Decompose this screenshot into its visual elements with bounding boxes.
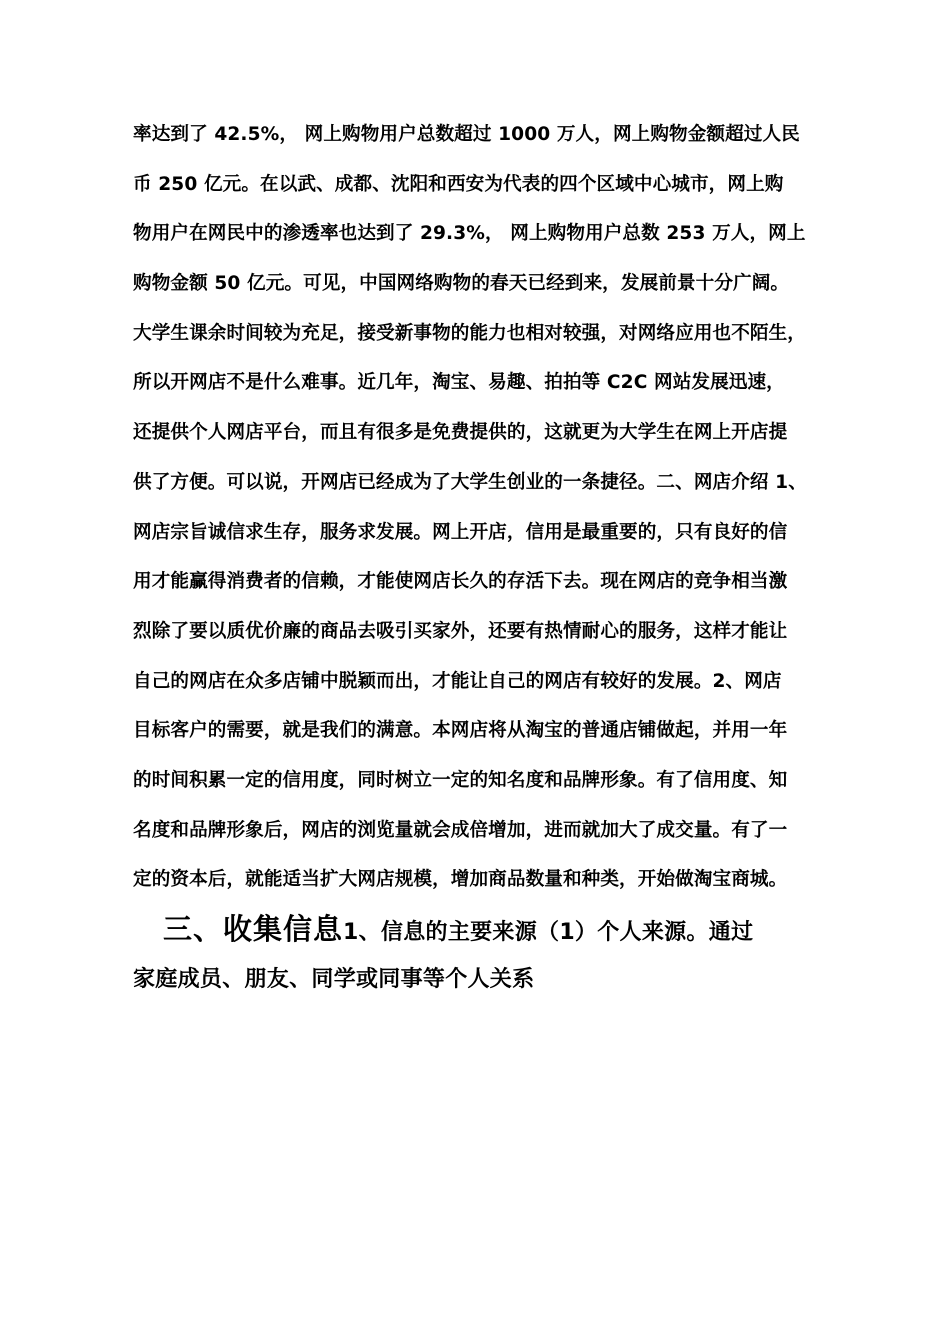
body-paragraph: [133, 117, 853, 912]
section-first-line-text: 1、信息的主要来源（1）个人来源。通过: [343, 920, 754, 945]
body-line: 物用户在网民中的渗透率也达到了 29.3%， 网上购物用户总数 253 万人，网上: [133, 223, 806, 245]
body-line: 大学生课余时间较为充足，接受新事物的能力也相对较强，对网络应用也不陌生，: [133, 322, 806, 344]
body-line: 定的资本后，就能适当扩大网店规模，增加商品数量和种类，开始做淘宝商城。: [133, 869, 788, 891]
section-heading: 三、收集信息: [163, 912, 344, 946]
body-line: 供了方便。可以说，开网店已经成为了大学生创业的一条捷径。二、网店介绍 1、: [133, 471, 807, 493]
body-line: 名度和品牌形象后，网店的浏览量就会成倍增加，进而就加大了成交量。有了一: [133, 819, 788, 841]
body-line: 烈除了要以质优价廉的商品去吸引买家外，还要有热情耐心的服务，这样才能让: [133, 620, 788, 642]
body-line: 所以开网店不是什么难事。近几年，淘宝、易趣、拍拍等 C2C 网站发展迅速，: [133, 372, 785, 394]
section-first-line: [133, 900, 853, 958]
body-line: 自己的网店在众多店铺中脱颖而出，才能让自己的网店有较好的发展。2、网店: [133, 670, 782, 692]
body-line: 率达到了 42.5%， 网上购物用户总数超过 1000 万人，网上购物金额超过人民: [133, 124, 800, 145]
body-line: 网店宗旨诚信求生存，服务求发展。网上开店，信用是最重要的，只有良好的信: [133, 521, 788, 543]
body-line: 币 250 亿元。在以武、成都、沈阳和西安为代表的四个区域中心城市，网上购: [133, 173, 784, 195]
body-line: 目标客户的需要，就是我们的满意。本网店将从淘宝的普通店铺做起，并用一年: [133, 720, 788, 742]
body-line: 还提供个人网店平台，而且有很多是免费提供的，这就更为大学生在网上开店提: [133, 422, 788, 444]
body-line: 用才能赢得消费者的信赖，才能使网店长久的存活下去。现在网店的竞争相当激: [133, 571, 788, 593]
body-line: 的时间积累一定的信用度，同时树立一定的知名度和品牌形象。有了信用度、知: [133, 769, 788, 791]
section-collect-info: [133, 900, 853, 1002]
body-line: 购物金额 50 亿元。可见，中国网络购物的春天已经到来，发展前景十分广阔。: [133, 273, 790, 295]
section-second-line: 家庭成员、朋友、同学或同事等个人关系: [133, 967, 535, 992]
